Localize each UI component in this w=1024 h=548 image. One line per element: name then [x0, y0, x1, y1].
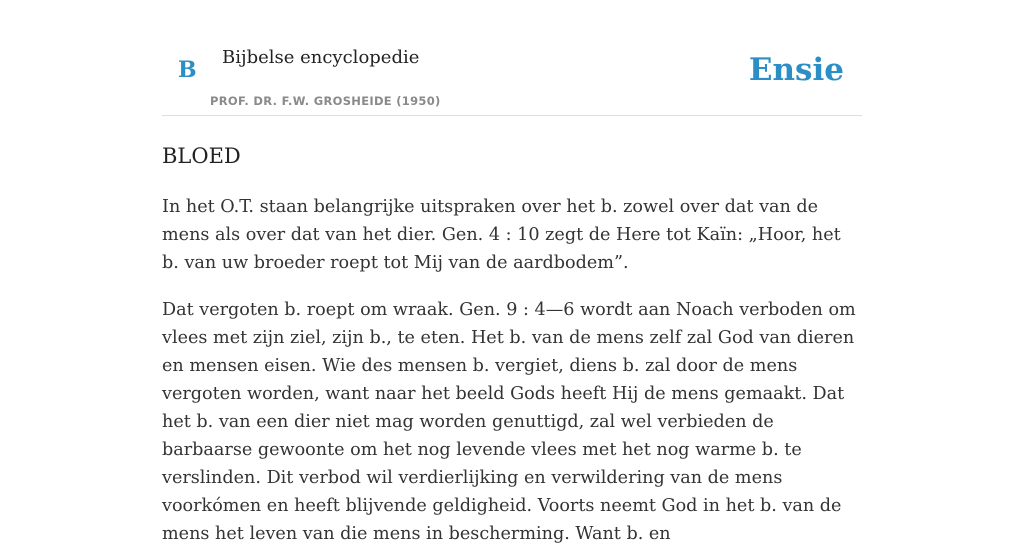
index-letter[interactable]: B: [178, 57, 197, 83]
site-logo[interactable]: Ensie: [748, 52, 844, 88]
article-paragraph-1: In het O.T. staan belangrijke uitspraken over het b. zowel over dat van de mens als over dat van het dier. Gen. 4 : 10 zegt de Here tot Kaïn: „Hoor, het b. van uw broeder roept tot Mij van de aardbodem”.: [162, 197, 841, 273]
page-header: [162, 0, 862, 116]
page-container: [162, 0, 862, 548]
book-title[interactable]: Bijbelse encyclopedie: [222, 47, 420, 68]
entry-title: BLOED: [162, 144, 241, 168]
book-author: PROF. DR. F.W. GROSHEIDE (1950): [210, 94, 441, 108]
article-paragraph-2: Dat vergoten b. roept om wraak. Gen. 9 : 4—6 wordt aan Noach verboden om vlees met zijn ziel, zijn b., te eten. Het b. van de mens zelf zal God van dieren en mensen eisen. Wie des mensen b. vergiet, diens b. zal door de mens vergoten worden, want naar het beeld Gods heeft Hij de mens gemaakt. Dat het b. van een dier niet mag worden genuttigd, zal wel verbieden de barbaarse gewoonte om het nog levende vlees met het nog warme b. te verslinden. Dit verbod wil verdierlijking en verwildering van de mens voorkómen en heeft blijvende geldigheid. Voorts neemt God in het b. van de mens het leven van die mens in bescherming. Want b. en: [162, 300, 856, 544]
